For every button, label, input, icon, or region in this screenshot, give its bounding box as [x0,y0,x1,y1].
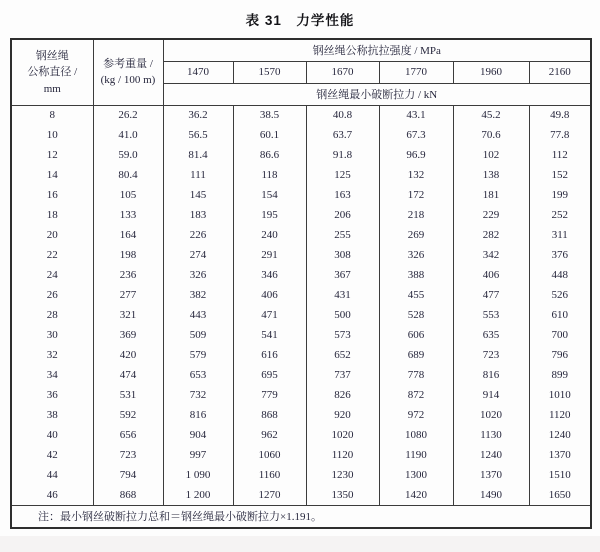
force-cell: 183 [163,205,233,225]
table-row [11,105,591,125]
table-row [11,125,591,145]
weight-cell: 369 [93,325,163,345]
weight-cell: 868 [93,485,163,505]
force-cell: 38.5 [233,105,306,125]
weight-cell: 133 [93,205,163,225]
force-cell: 199 [529,185,591,205]
force-cell: 152 [529,165,591,185]
strength-value-cell: 2160 [529,61,591,83]
force-cell: 1650 [529,485,591,505]
force-cell: 326 [379,245,453,265]
strength-group-header: 钢丝绳公称抗拉强度 / MPa [163,39,591,61]
diameter-cell: 28 [11,305,93,325]
force-cell: 1420 [379,485,453,505]
weight-cell: 656 [93,425,163,445]
mechanical-properties-table [10,38,592,529]
force-cell: 49.8 [529,105,591,125]
force-cell: 610 [529,305,591,325]
force-cell: 1490 [453,485,529,505]
table-row [11,385,591,405]
diameter-cell: 36 [11,385,93,405]
force-cell: 311 [529,225,591,245]
force-cell: 308 [306,245,379,265]
weight-cell: 105 [93,185,163,205]
table-row [11,485,591,505]
strength-value-cell: 1670 [306,61,379,83]
force-cell: 255 [306,225,379,245]
table-row [11,285,591,305]
force-cell: 914 [453,385,529,405]
table-row [11,465,591,485]
table-row [11,145,591,165]
force-cell: 1300 [379,465,453,485]
force-cell: 526 [529,285,591,305]
strength-value-cell: 1570 [233,61,306,83]
diameter-header [11,39,93,105]
diameter-cell: 20 [11,225,93,245]
force-cell: 1370 [453,465,529,485]
force-cell: 56.5 [163,125,233,145]
diameter-cell: 38 [11,405,93,425]
force-cell: 269 [379,225,453,245]
force-cell: 406 [453,265,529,285]
table-footer [11,505,591,528]
diameter-cell: 40 [11,425,93,445]
diameter-cell: 26 [11,285,93,305]
force-cell: 145 [163,185,233,205]
force-cell: 1120 [306,445,379,465]
force-cell: 154 [233,185,306,205]
header-row-strength-group [11,39,591,61]
force-cell: 60.1 [233,125,306,145]
force-cell: 816 [453,365,529,385]
weight-header-line-1: 参考重量 / [103,57,153,70]
force-cell: 118 [233,165,306,185]
force-cell: 63.7 [306,125,379,145]
force-cell: 45.2 [453,105,529,125]
force-cell: 455 [379,285,453,305]
force-cell: 77.8 [529,125,591,145]
force-cell: 689 [379,345,453,365]
table-row [11,405,591,425]
force-cell: 229 [453,205,529,225]
force-cell: 406 [233,285,306,305]
force-cell: 723 [453,345,529,365]
force-cell: 1 200 [163,485,233,505]
force-cell: 40.8 [306,105,379,125]
diameter-cell: 14 [11,165,93,185]
force-cell: 376 [529,245,591,265]
table-header [11,39,591,105]
diameter-header-line-1: 钢丝绳 [35,49,69,62]
force-cell: 172 [379,185,453,205]
force-cell: 443 [163,305,233,325]
force-cell: 1350 [306,485,379,505]
weight-cell: 41.0 [93,125,163,145]
force-cell: 43.1 [379,105,453,125]
force-cell: 652 [306,345,379,365]
force-cell: 606 [379,325,453,345]
force-cell: 91.8 [306,145,379,165]
table-row [11,345,591,365]
force-cell: 778 [379,365,453,385]
force-cell: 904 [163,425,233,445]
force-cell: 382 [163,285,233,305]
table-row [11,365,591,385]
force-cell: 635 [453,325,529,345]
weight-cell: 531 [93,385,163,405]
weight-cell: 723 [93,445,163,465]
force-cell: 102 [453,145,529,165]
weight-cell: 794 [93,465,163,485]
diameter-cell: 44 [11,465,93,485]
force-cell: 86.6 [233,145,306,165]
diameter-cell: 46 [11,485,93,505]
diameter-cell: 12 [11,145,93,165]
weight-cell: 236 [93,265,163,285]
force-cell: 448 [529,265,591,285]
force-cell: 500 [306,305,379,325]
force-cell: 1010 [529,385,591,405]
force-cell: 1240 [529,425,591,445]
strength-value-cell: 1470 [163,61,233,83]
force-cell: 96.9 [379,145,453,165]
table-row [11,185,591,205]
force-cell: 1120 [529,405,591,425]
diameter-cell: 32 [11,345,93,365]
force-cell: 218 [379,205,453,225]
weight-cell: 592 [93,405,163,425]
force-cell: 528 [379,305,453,325]
weight-cell: 59.0 [93,145,163,165]
force-cell: 1240 [453,445,529,465]
diameter-cell: 42 [11,445,93,465]
force-cell: 972 [379,405,453,425]
force-cell: 206 [306,205,379,225]
diameter-header-line-3: mm [43,82,61,95]
force-cell: 36.2 [163,105,233,125]
diameter-cell: 22 [11,245,93,265]
force-cell: 112 [529,145,591,165]
diameter-cell: 18 [11,205,93,225]
force-cell: 997 [163,445,233,465]
force-cell: 541 [233,325,306,345]
table-title: 表 31 力学性能 [245,13,355,28]
force-cell: 920 [306,405,379,425]
force-cell: 138 [453,165,529,185]
force-cell: 653 [163,365,233,385]
force-cell: 1230 [306,465,379,485]
force-cell: 226 [163,225,233,245]
force-cell: 326 [163,265,233,285]
force-cell: 81.4 [163,145,233,165]
force-cell: 1160 [233,465,306,485]
force-cell: 367 [306,265,379,285]
strength-value-cell: 1960 [453,61,529,83]
weight-header-line-2: (kg / 100 m) [100,74,156,87]
table-row [11,245,591,265]
diameter-header-line-2: 公称直径 / [27,66,78,78]
page-bottom-band [0,536,600,552]
force-cell: 342 [453,245,529,265]
weight-header [93,39,163,105]
force-cell: 737 [306,365,379,385]
force-cell: 1370 [529,445,591,465]
force-cell: 553 [453,305,529,325]
force-cell: 163 [306,185,379,205]
weight-cell: 420 [93,345,163,365]
note-row [11,505,591,528]
force-cell: 1080 [379,425,453,445]
diameter-cell: 8 [11,105,93,125]
force-cell: 1190 [379,445,453,465]
strength-value-cell: 1770 [379,61,453,83]
weight-cell: 80.4 [93,165,163,185]
force-cell: 796 [529,345,591,365]
table-row [11,445,591,465]
force-cell: 70.6 [453,125,529,145]
force-cell: 111 [163,165,233,185]
force-cell: 471 [233,305,306,325]
force-cell: 1020 [306,425,379,445]
weight-cell: 277 [93,285,163,305]
diameter-cell: 24 [11,265,93,285]
weight-cell: 198 [93,245,163,265]
diameter-cell: 16 [11,185,93,205]
force-cell: 1 090 [163,465,233,485]
diameter-cell: 10 [11,125,93,145]
force-cell: 282 [453,225,529,245]
force-cell: 826 [306,385,379,405]
force-cell: 181 [453,185,529,205]
force-cell: 274 [163,245,233,265]
force-cell: 868 [233,405,306,425]
force-cell: 477 [453,285,529,305]
weight-cell: 321 [93,305,163,325]
diameter-cell: 34 [11,365,93,385]
diameter-cell: 30 [11,325,93,345]
table-row [11,305,591,325]
force-cell: 899 [529,365,591,385]
force-cell: 1020 [453,405,529,425]
force-cell: 779 [233,385,306,405]
table-body [11,105,591,505]
weight-cell: 26.2 [93,105,163,125]
force-cell: 509 [163,325,233,345]
force-cell: 291 [233,245,306,265]
force-cell: 125 [306,165,379,185]
force-cell: 132 [379,165,453,185]
force-cell: 1510 [529,465,591,485]
breaking-force-header: 钢丝绳最小破断拉力 / kN [163,83,591,105]
force-cell: 240 [233,225,306,245]
table-row [11,325,591,345]
force-cell: 1130 [453,425,529,445]
table-row [11,225,591,245]
force-cell: 700 [529,325,591,345]
force-cell: 962 [233,425,306,445]
table-row [11,265,591,285]
force-cell: 195 [233,205,306,225]
force-cell: 872 [379,385,453,405]
force-cell: 67.3 [379,125,453,145]
force-cell: 616 [233,345,306,365]
force-cell: 816 [163,405,233,425]
force-cell: 1270 [233,485,306,505]
table-row [11,205,591,225]
force-cell: 431 [306,285,379,305]
weight-cell: 474 [93,365,163,385]
table-note: 注：最小钢丝破断拉力总和＝钢丝绳最小破断拉力×1.191。 [11,505,591,528]
force-cell: 252 [529,205,591,225]
force-cell: 573 [306,325,379,345]
force-cell: 346 [233,265,306,285]
table-row [11,165,591,185]
table-row [11,425,591,445]
force-cell: 388 [379,265,453,285]
force-cell: 695 [233,365,306,385]
force-cell: 732 [163,385,233,405]
weight-cell: 164 [93,225,163,245]
force-cell: 579 [163,345,233,365]
force-cell: 1060 [233,445,306,465]
